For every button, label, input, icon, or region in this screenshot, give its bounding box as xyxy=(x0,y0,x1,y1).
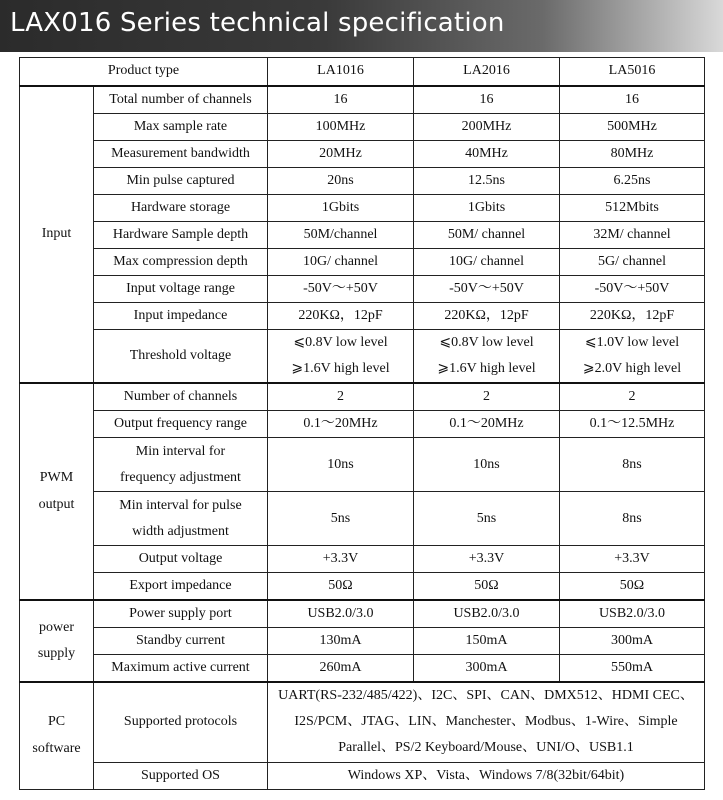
threshold-low-level: ⩽0.8V low level xyxy=(293,334,388,350)
table-row xyxy=(20,628,705,655)
page-title: LAX016 Series technical specification xyxy=(10,8,505,38)
value-cell: 2 xyxy=(268,383,414,411)
table-row xyxy=(20,546,705,573)
header-model-la5016: LA5016 xyxy=(560,58,705,86)
value-cell: 220KΩ，12pF xyxy=(414,302,560,329)
param-cell: Threshold voltage xyxy=(94,329,268,383)
table-row xyxy=(20,302,705,329)
group-label-pwm-output: PWM output xyxy=(20,383,94,600)
value-cell: -50V～+50V xyxy=(560,275,705,302)
group-label-pc-software: PC software xyxy=(20,682,94,789)
param-cell: Max sample rate xyxy=(94,113,268,140)
threshold-high-level: ⩾1.6V high level xyxy=(291,360,390,376)
os-cell: Windows XP、Vista、Windows 7/8(32bit/64bit) xyxy=(268,762,705,789)
table-row xyxy=(20,762,705,789)
value-cell: 2 xyxy=(414,383,560,411)
param-cell: Maximum active current xyxy=(94,655,268,683)
param-cell: Measurement bandwidth xyxy=(94,140,268,167)
threshold-low-level: ⩽0.8V low level xyxy=(439,334,534,350)
header-model-la1016: LA1016 xyxy=(268,58,414,86)
param-cell: Input voltage range xyxy=(94,275,268,302)
param-cell: Hardware storage xyxy=(94,194,268,221)
param-cell: Max compression depth xyxy=(94,248,268,275)
table-row xyxy=(20,329,705,383)
table-row xyxy=(20,383,705,411)
value-cell: 16 xyxy=(560,86,705,114)
value-cell: 260mA xyxy=(268,655,414,683)
param-cell: Output voltage xyxy=(94,546,268,573)
value-cell: 50Ω xyxy=(268,573,414,601)
header-product-type: Product type xyxy=(20,58,268,86)
param-cell: Standby current xyxy=(94,628,268,655)
param-cell: Min interval for pulse width adjustment xyxy=(94,492,268,546)
param-cell: Number of channels xyxy=(94,383,268,411)
table-row xyxy=(20,275,705,302)
value-cell: +3.3V xyxy=(560,546,705,573)
threshold-high-level: ⩾2.0V high level xyxy=(582,360,682,376)
value-cell: 5ns xyxy=(414,492,560,546)
spec-table xyxy=(19,57,705,790)
threshold-high-level: ⩾1.6V high level xyxy=(437,360,536,376)
value-cell: 5ns xyxy=(268,492,414,546)
param-cell: Min interval for frequency adjustment xyxy=(94,438,268,492)
table-row xyxy=(20,655,705,683)
header-model-la2016: LA2016 xyxy=(414,58,560,86)
table-row xyxy=(20,438,705,492)
value-cell: 50Ω xyxy=(414,573,560,601)
value-cell: 550mA xyxy=(560,655,705,683)
value-cell: 8ns xyxy=(560,492,705,546)
table-row xyxy=(20,221,705,248)
param-cell: Min pulse captured xyxy=(94,167,268,194)
value-cell: 100MHz xyxy=(268,113,414,140)
value-cell: 1Gbits xyxy=(414,194,560,221)
value-cell: 500MHz xyxy=(560,113,705,140)
value-cell: 200MHz xyxy=(414,113,560,140)
table-row xyxy=(20,194,705,221)
value-cell: 300mA xyxy=(414,655,560,683)
value-cell: 50Ω xyxy=(560,573,705,601)
value-cell: 0.1～12.5MHz xyxy=(560,411,705,438)
value-cell: 0.1～20MHz xyxy=(268,411,414,438)
value-cell: 12.5ns xyxy=(414,167,560,194)
param-cell: Output frequency range xyxy=(94,411,268,438)
param-cell: Input impedance xyxy=(94,302,268,329)
value-cell: 5G/ channel xyxy=(560,248,705,275)
value-cell: 220KΩ，12pF xyxy=(268,302,414,329)
title-banner xyxy=(0,0,723,52)
value-cell: 150mA xyxy=(414,628,560,655)
value-cell: 10G/ channel xyxy=(268,248,414,275)
value-cell: 20MHz xyxy=(268,140,414,167)
value-cell: USB2.0/3.0 xyxy=(268,600,414,628)
protocols-cell: UART(RS-232/485/422)、I2C、SPI、CAN、DMX512、HDMI CEC、 I2S/PCM、JTAG、LIN、Manchester、Modbus、1-Wire、Simple Parallel、PS/2 Keyboard/Mouse、UNI/O、USB1.1 xyxy=(268,682,705,762)
value-cell: 1Gbits xyxy=(268,194,414,221)
value-cell: 220KΩ，12pF xyxy=(560,302,705,329)
table-row xyxy=(20,600,705,628)
threshold-low-level: ⩽1.0V low level xyxy=(584,334,680,350)
value-cell: 8ns xyxy=(560,438,705,492)
table-row xyxy=(20,248,705,275)
value-cell: 16 xyxy=(268,86,414,114)
table-header-row xyxy=(20,58,705,86)
param-cell: Power supply port xyxy=(94,600,268,628)
value-cell: 40MHz xyxy=(414,140,560,167)
value-cell: -50V～+50V xyxy=(268,275,414,302)
value-cell: 2 xyxy=(560,383,705,411)
table-row xyxy=(20,86,705,114)
table-row xyxy=(20,167,705,194)
value-cell: 50M/ channel xyxy=(414,221,560,248)
value-cell: 50M/channel xyxy=(268,221,414,248)
value-cell: 10G/ channel xyxy=(414,248,560,275)
param-cell: Supported OS xyxy=(94,762,268,789)
value-cell xyxy=(560,329,705,383)
value-cell: 130mA xyxy=(268,628,414,655)
table-row xyxy=(20,492,705,546)
table-row xyxy=(20,140,705,167)
table-row xyxy=(20,682,705,762)
param-cell: Supported protocols xyxy=(94,682,268,762)
param-cell: Total number of channels xyxy=(94,86,268,114)
value-cell: 0.1～20MHz xyxy=(414,411,560,438)
value-cell: 80MHz xyxy=(560,140,705,167)
table-row xyxy=(20,411,705,438)
value-cell: 10ns xyxy=(414,438,560,492)
param-cell: Export impedance xyxy=(94,573,268,601)
table-row xyxy=(20,573,705,601)
table-row xyxy=(20,113,705,140)
value-cell: 16 xyxy=(414,86,560,114)
value-cell: USB2.0/3.0 xyxy=(560,600,705,628)
value-cell: 300mA xyxy=(560,628,705,655)
value-cell: 20ns xyxy=(268,167,414,194)
value-cell: USB2.0/3.0 xyxy=(414,600,560,628)
value-cell: +3.3V xyxy=(414,546,560,573)
value-cell: -50V～+50V xyxy=(414,275,560,302)
param-cell: Hardware Sample depth xyxy=(94,221,268,248)
group-label-input: Input xyxy=(20,86,94,384)
value-cell: 512Mbits xyxy=(560,194,705,221)
value-cell xyxy=(414,329,560,383)
value-cell: 6.25ns xyxy=(560,167,705,194)
value-cell: 32M/ channel xyxy=(560,221,705,248)
value-cell xyxy=(268,329,414,383)
value-cell: +3.3V xyxy=(268,546,414,573)
group-label-power-supply: power supply xyxy=(20,600,94,682)
value-cell: 10ns xyxy=(268,438,414,492)
